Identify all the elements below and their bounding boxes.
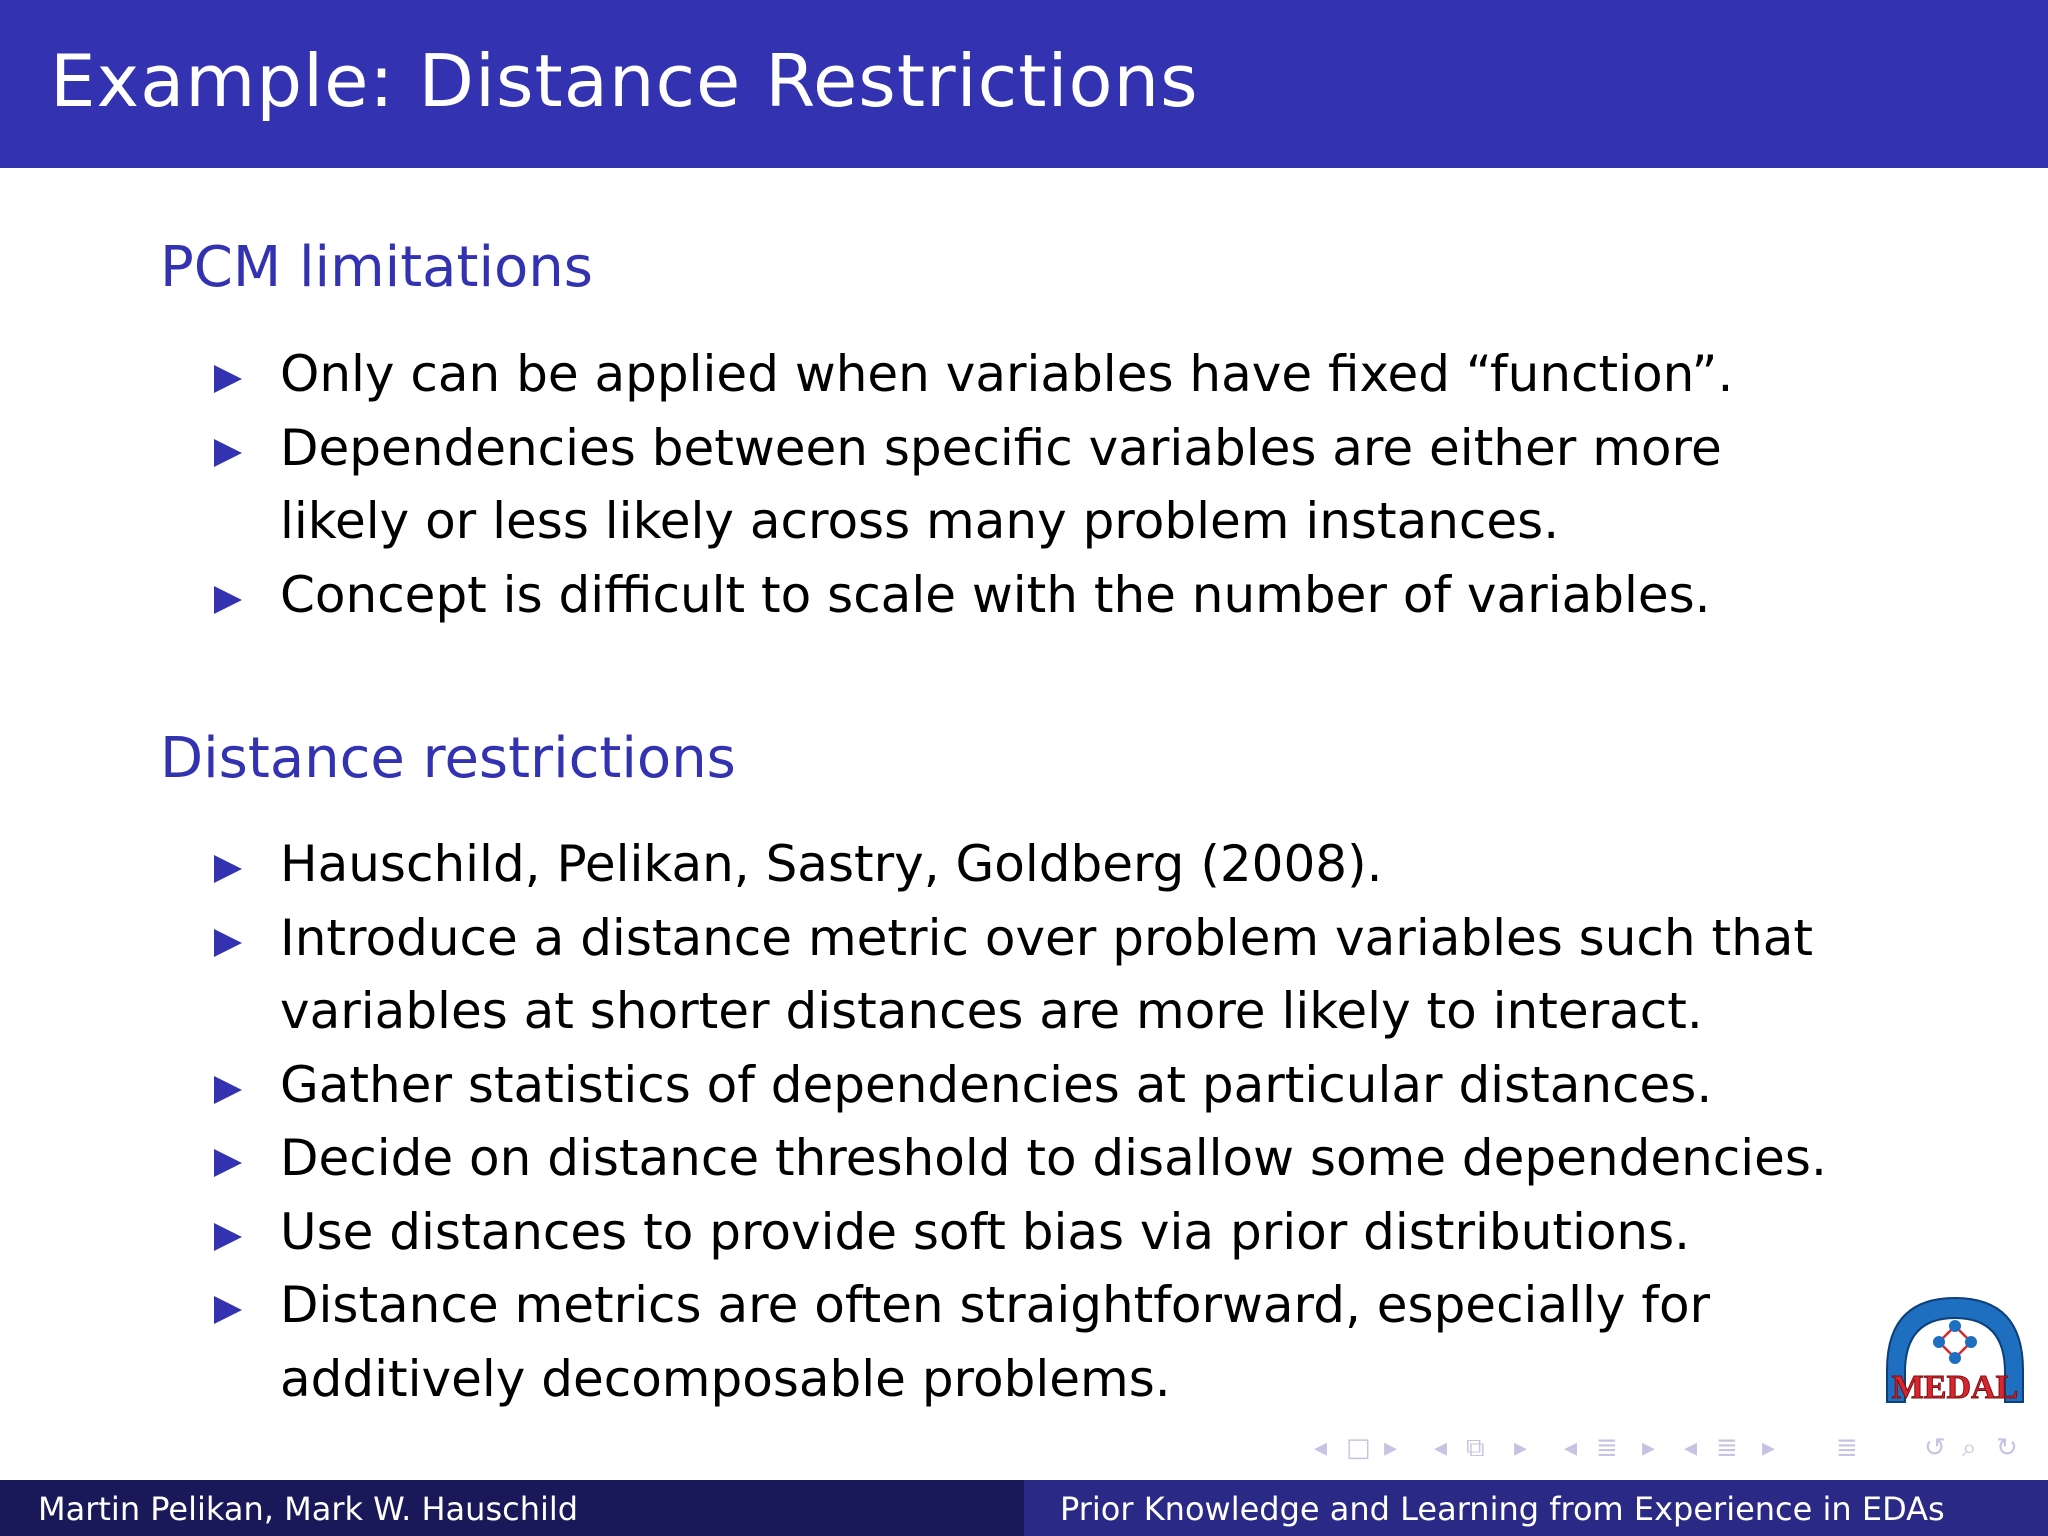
title-bar xyxy=(0,0,2048,168)
logo-text: MEDAL xyxy=(1891,1369,2019,1406)
medal-logo xyxy=(1875,1290,2035,1410)
nav-subsection-prev-icon[interactable]: ◂ xyxy=(1434,1433,1448,1463)
nav-section-next-icon[interactable]: ▸ xyxy=(1642,1433,1656,1463)
list-item: Hauschild, Pelikan, Sastry, Goldberg (2008). xyxy=(210,828,1850,902)
footer-authors-panel xyxy=(0,1480,1024,1536)
bullet-icon xyxy=(214,855,242,883)
nav-align-icon[interactable]: ≣ xyxy=(1836,1433,1858,1463)
list-item: Only can be applied when variables have fixed “function”. xyxy=(210,338,1850,412)
nav-section-icon[interactable]: ≣ xyxy=(1596,1433,1618,1463)
bullet-icon xyxy=(214,1076,242,1104)
bullet-icon xyxy=(214,1296,242,1324)
bullet-icon xyxy=(214,1223,242,1251)
nav-doc-prev-icon[interactable]: ◂ xyxy=(1684,1433,1698,1463)
slide-title: Example: Distance Restrictions xyxy=(50,39,1199,123)
list-item: Use distances to provide soft bias via prior distributions. xyxy=(210,1196,1850,1270)
list-item: Dependencies between specific variables are either more likely or less likely across many problem instances. xyxy=(210,412,1850,559)
bullet-icon xyxy=(214,586,242,614)
nav-forward-icon[interactable]: ↻ xyxy=(1996,1433,2018,1463)
list-item: Introduce a distance metric over problem variables such that variables at shorter distances are more likely to interact. xyxy=(210,902,1850,1049)
nav-section-prev-icon[interactable]: ◂ xyxy=(1564,1433,1578,1463)
bullet-icon xyxy=(214,1149,242,1177)
nav-doc-next-icon[interactable]: ▸ xyxy=(1762,1433,1776,1463)
beamer-navigation xyxy=(1310,1432,2030,1464)
pcm-limitations-list xyxy=(210,338,1850,632)
list-item: Distance metrics are often straightforward, especially for additively decomposable problems. xyxy=(210,1269,1850,1416)
nav-frame-prev-icon[interactable]: ◂ xyxy=(1314,1433,1328,1463)
footer-talk-title: Prior Knowledge and Learning from Experience in EDAs xyxy=(1060,1490,1945,1528)
nav-back-icon[interactable]: ↺ xyxy=(1924,1433,1946,1463)
nav-subsection-next-icon[interactable]: ▸ xyxy=(1514,1433,1528,1463)
list-item: Gather statistics of dependencies at particular distances. xyxy=(210,1049,1850,1123)
bullet-icon xyxy=(214,365,242,393)
nav-search-icon[interactable]: ⌕ xyxy=(1962,1433,1977,1463)
footer-title-panel xyxy=(1024,1480,2048,1536)
nav-frame-next-icon[interactable]: ▸ xyxy=(1384,1433,1398,1463)
list-item: Decide on distance threshold to disallow some dependencies. xyxy=(210,1122,1850,1196)
list-item: Concept is difficult to scale with the number of variables. xyxy=(210,559,1850,633)
nav-doc-icon[interactable]: ≣ xyxy=(1716,1433,1738,1463)
bullet-icon xyxy=(214,439,242,467)
distance-restrictions-list xyxy=(210,828,1850,1416)
section-heading-pcm: PCM limitations xyxy=(160,235,593,300)
footer-authors: Martin Pelikan, Mark W. Hauschild xyxy=(38,1490,579,1528)
bullet-icon xyxy=(214,929,242,957)
nav-frame-icon[interactable]: □ xyxy=(1346,1433,1371,1463)
nav-subsection-icon[interactable]: ⧉ xyxy=(1466,1433,1485,1463)
footer xyxy=(0,1480,2048,1536)
section-heading-distance: Distance restrictions xyxy=(160,726,736,791)
